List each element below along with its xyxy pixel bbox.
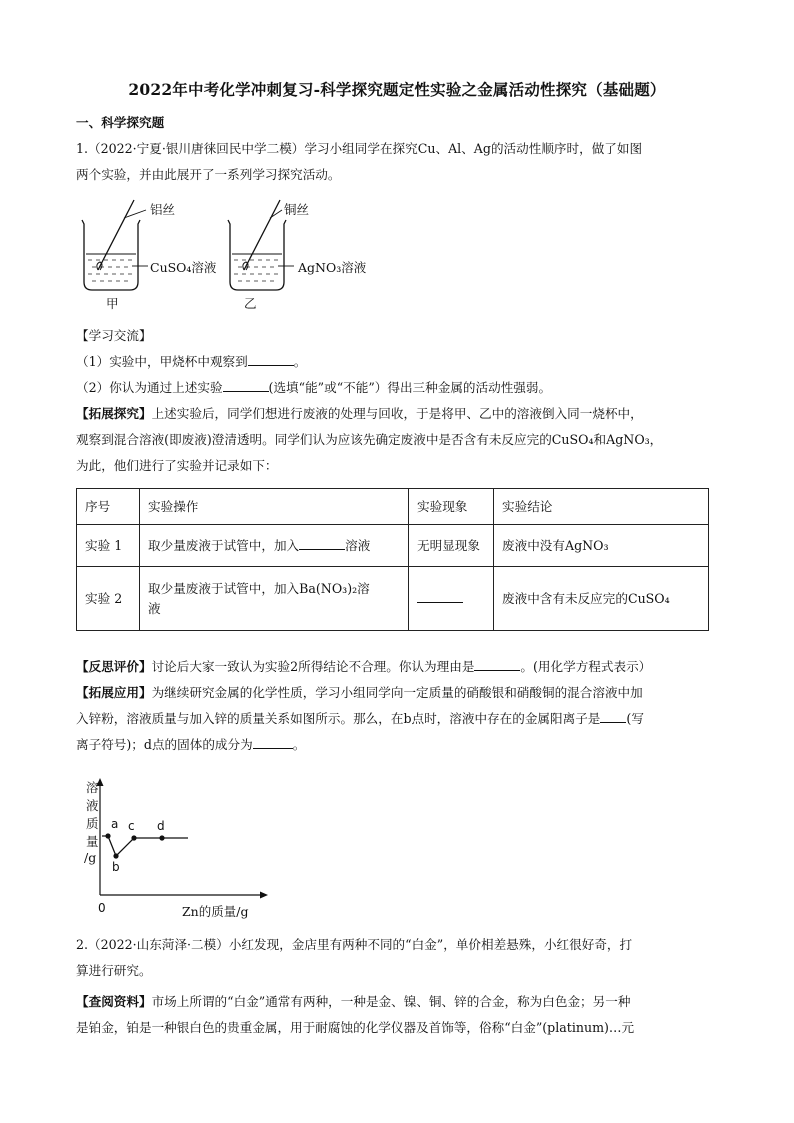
application-text-1: 为继续研究金属的化学性质，学习小组同学向一定质量的硝酸银和硝酸铜的混合溶液中加 bbox=[151, 685, 643, 700]
point-a-label: a bbox=[111, 817, 119, 831]
y-axis-label-char: 质 bbox=[86, 816, 99, 831]
mass-curve bbox=[102, 836, 188, 856]
reflection-tag: 【反思评价】 bbox=[76, 659, 152, 674]
table-cell-no: 实验 1 bbox=[77, 525, 140, 567]
answer-blank[interactable] bbox=[417, 590, 463, 603]
cuso4-solution-label: CuSO₄溶液 bbox=[150, 260, 217, 275]
answer-blank[interactable] bbox=[299, 537, 345, 550]
application-text-2: 入锌粉，溶液质量与加入锌的质量关系如图所示。那么，在b点时，溶液中存在的金属阳离子是 bbox=[76, 711, 601, 726]
table-cell-no: 实验 2 bbox=[77, 567, 140, 631]
reflection-text-end: 。(用化学方程式表示） bbox=[520, 659, 652, 674]
table-cell-conclusion: 废液中含有未反应完的CuSO₄ bbox=[494, 567, 709, 631]
application-line3 bbox=[76, 736, 716, 754]
table-row bbox=[77, 567, 709, 631]
y-axis-label-char: 溶 bbox=[86, 780, 99, 795]
application-text-3: 离子符号)；d点的固体的成分为 bbox=[76, 737, 253, 752]
table-header-cell: 实验结论 bbox=[494, 489, 709, 525]
study-question-2-end: (选填“能”或“不能”）得出三种金属的活动性强弱。 bbox=[268, 380, 552, 395]
q2-intro-line1: 2.（2022·山东菏泽·二模）小红发现，金店里有两种不同的“白金”，单价相差悬殊，小红很好奇，打 bbox=[76, 937, 633, 952]
table-row bbox=[77, 525, 709, 567]
table-header-cell: 实验现象 bbox=[409, 489, 494, 525]
info-tag: 【查阅资料】 bbox=[76, 994, 152, 1009]
study-question-2 bbox=[76, 379, 716, 397]
table-cell-phenomenon: 无明显现象 bbox=[409, 525, 494, 567]
q1-intro-line2: 两个实验，并由此展开了一系列学习探究活动。 bbox=[76, 167, 341, 182]
table-cell-phenomenon bbox=[409, 567, 494, 631]
beaker-a bbox=[82, 200, 148, 290]
experiment-table bbox=[76, 488, 709, 631]
table-header-cell: 实验操作 bbox=[140, 489, 409, 525]
study-question-2-text: （2）你认为通过上述实验 bbox=[76, 380, 223, 395]
application-text-2-end: (写 bbox=[626, 711, 644, 726]
answer-blank[interactable] bbox=[248, 353, 294, 366]
beaker-a-label: 甲 bbox=[106, 296, 119, 310]
study-question-1-end: 。 bbox=[293, 354, 307, 369]
application-text-3-end: 。 bbox=[292, 737, 306, 752]
answer-blank[interactable] bbox=[223, 379, 269, 392]
point-b bbox=[113, 853, 118, 858]
q2-info-line1 bbox=[76, 993, 716, 1011]
study-question-1 bbox=[76, 353, 716, 371]
page-title: 2022年中考化学冲刺复习-科学探究题定性实验之金属活动性探究（基础题） bbox=[128, 80, 666, 99]
reflection-text: 讨论后大家一致认为实验2所得结论不合理。你认为理由是 bbox=[151, 659, 475, 674]
operation-text-end: 液 bbox=[148, 600, 161, 616]
operation-text-end: 溶液 bbox=[345, 537, 371, 553]
table-header-row bbox=[77, 489, 709, 525]
application-line2 bbox=[76, 710, 716, 728]
study-question-1-text: （1）实验中，甲烧杯中观察到 bbox=[76, 354, 248, 369]
operation-text: 取少量废液于试管中，加入Ba(NO₃)₂溶 bbox=[148, 580, 370, 596]
q2-info-line2: 是铂金，铂是一种银白色的贵重金属，用于耐腐蚀的化学仪器及首饰等，俗称“白金”(platinum)…元 bbox=[76, 1020, 635, 1035]
point-c bbox=[131, 835, 136, 840]
info-text-1: 市场上所谓的“白金”通常有两种，一种是金、镍、铜、锌的合金，称为白色金；另一种 bbox=[151, 994, 631, 1009]
table-header-cell: 序号 bbox=[77, 489, 140, 525]
operation-text: 取少量废液于试管中，加入 bbox=[148, 537, 300, 553]
mass-graph bbox=[78, 770, 278, 920]
table-cell-operation bbox=[140, 567, 409, 631]
beaker-b-label: 乙 bbox=[244, 296, 257, 310]
table-cell-conclusion: 废液中没有AgNO₃ bbox=[494, 525, 709, 567]
beaker-figure bbox=[70, 198, 390, 310]
extension-paragraph-line1 bbox=[76, 405, 716, 423]
table-cell-operation bbox=[140, 525, 409, 567]
point-c-label: c bbox=[128, 819, 135, 833]
answer-blank[interactable] bbox=[253, 736, 293, 749]
answer-blank[interactable] bbox=[600, 710, 626, 723]
copper-wire-label: 铜丝 bbox=[284, 202, 310, 217]
application-tag: 【拓展应用】 bbox=[76, 685, 152, 700]
point-a bbox=[105, 833, 110, 838]
agno3-solution-label: AgNO₃溶液 bbox=[298, 260, 367, 275]
q1-intro-line1: 1.（2022·宁夏·银川唐徕回民中学二模）学习小组同学在探究Cu、Al、Ag的活动性顺序时，做了如图 bbox=[76, 141, 643, 156]
y-axis-label-char: 液 bbox=[86, 798, 99, 813]
extension-paragraph-line2: 观察到混合溶液(即废液)澄清透明。同学们认为应该先确定废液中是否含有未反应完的CuSO₄和AgNO₃， bbox=[76, 432, 663, 447]
point-d bbox=[159, 835, 164, 840]
reflection-line bbox=[76, 658, 716, 676]
section-heading: 一、科学探究题 bbox=[76, 115, 165, 130]
study-heading: 【学习交流】 bbox=[76, 328, 152, 343]
y-axis-label-char: /g bbox=[84, 850, 97, 865]
origin-label: 0 bbox=[98, 901, 106, 915]
aluminum-wire-label: 铝丝 bbox=[150, 202, 176, 217]
x-axis-label: Zn的质量/g bbox=[182, 904, 249, 919]
point-d-label: d bbox=[157, 819, 165, 833]
q2-intro-line2: 算进行研究。 bbox=[76, 963, 152, 978]
extension-tag: 【拓展探究】 bbox=[76, 406, 152, 421]
point-b-label: b bbox=[112, 860, 120, 874]
extension-paragraph-line3: 为此，他们进行了实验并记录如下： bbox=[76, 458, 278, 473]
y-axis-label-char: 量 bbox=[86, 834, 99, 849]
extension-text-1: 上述实验后，同学们想进行废液的处理与回收，于是将甲、乙中的溶液倒入同一烧杯中， bbox=[151, 406, 643, 421]
application-line1 bbox=[76, 684, 716, 702]
answer-blank[interactable] bbox=[474, 658, 520, 671]
